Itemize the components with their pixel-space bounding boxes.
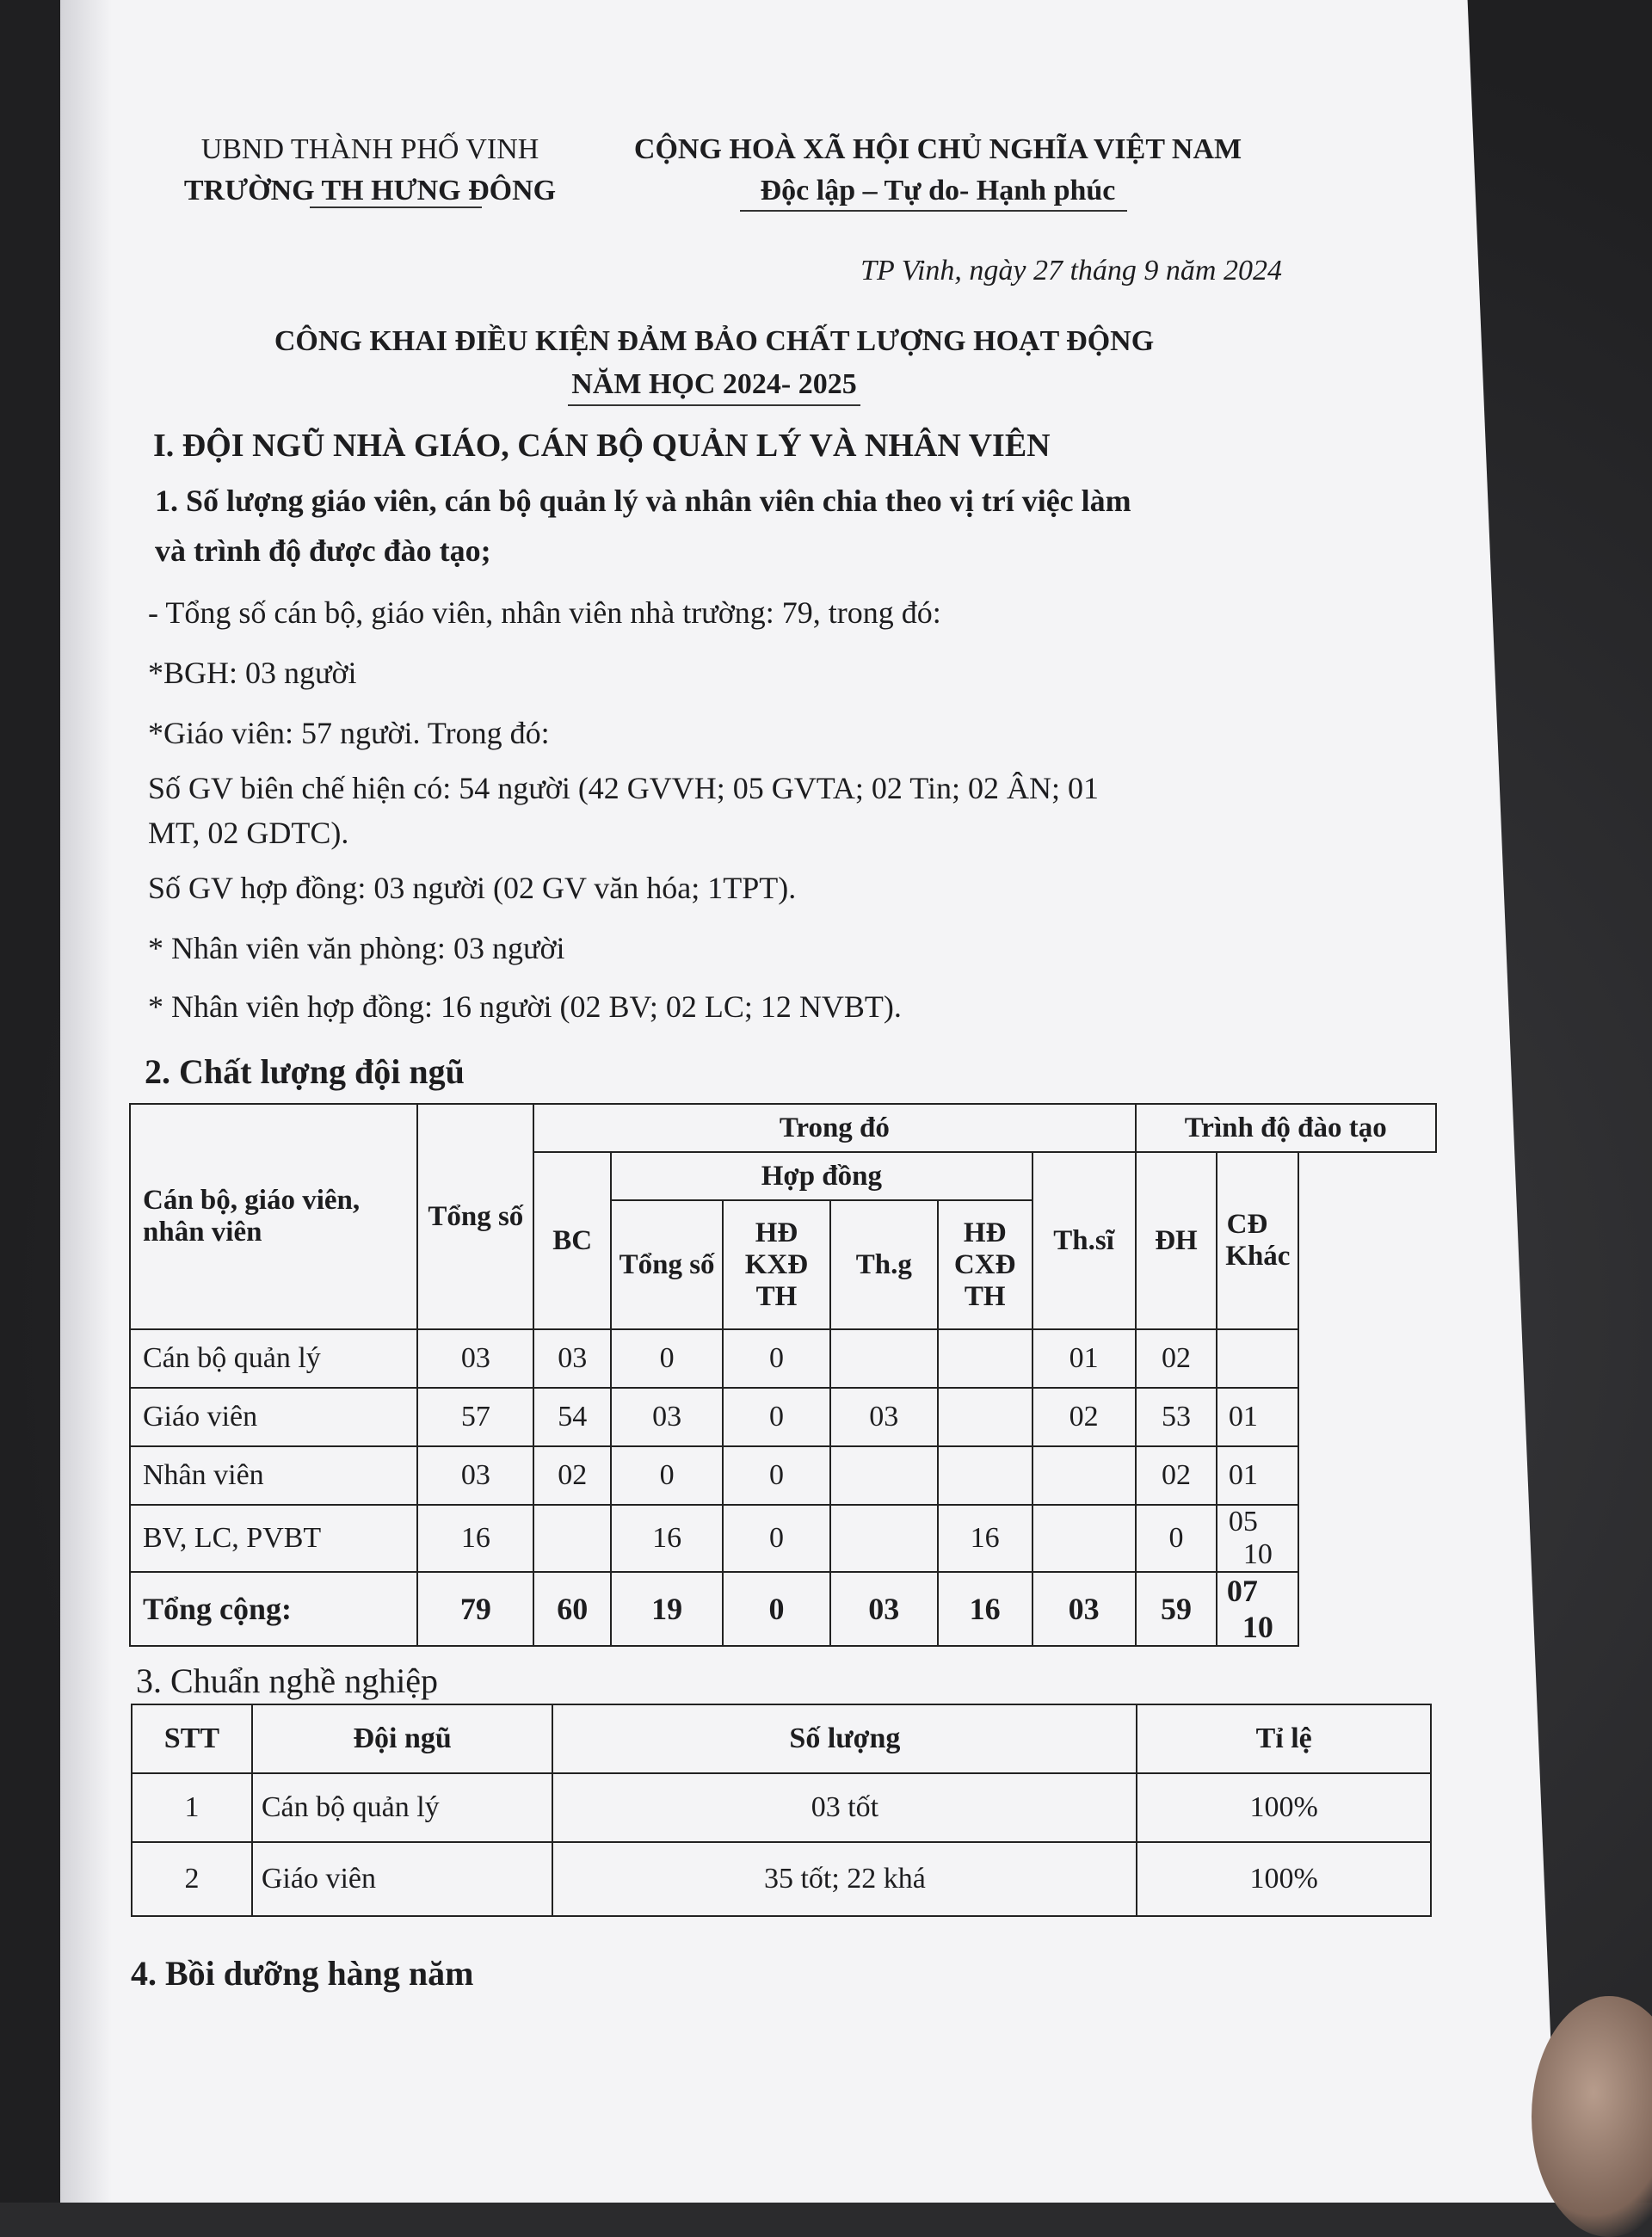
cell-hd-total: 0	[611, 1329, 723, 1388]
table-row	[132, 1773, 1431, 1842]
total-cell-hd-kxd: 0	[723, 1572, 830, 1646]
cell-dh: 02	[1136, 1446, 1217, 1505]
school-underline	[310, 206, 482, 208]
office-staff-line: * Nhân viên văn phòng: 03 người	[148, 931, 565, 965]
header-hd-kxd: HĐ KXĐ TH	[723, 1200, 830, 1329]
professional-standard-table	[131, 1704, 1432, 1917]
section-2-heading: 2. Chất lượng đội ngũ	[145, 1052, 465, 1091]
authority-name: UBND THÀNH PHỐ VINH	[200, 133, 539, 165]
cell-cd-khac	[1217, 1388, 1298, 1446]
cell-hd-kxd: 0	[723, 1505, 830, 1572]
header-total: Tổng số	[417, 1104, 533, 1329]
cell-total: 03	[417, 1329, 533, 1388]
cell-quantity: 35 tốt; 22 khá	[552, 1842, 1137, 1916]
document-title	[155, 320, 1273, 406]
cell-cd-khac	[1217, 1505, 1298, 1572]
cell-thg	[830, 1446, 938, 1505]
staff-total-line: - Tổng số cán bộ, giáo viên, nhân viên nhà trường: 79, trong đó:	[148, 595, 941, 630]
cell-cd: 01	[1228, 1459, 1258, 1491]
section-4-heading: 4. Bồi dưỡng hàng năm	[131, 1954, 474, 1993]
cell-khac: 10	[1242, 1538, 1273, 1570]
cell-team: Cán bộ quản lý	[252, 1773, 553, 1842]
header-stt: STT	[132, 1704, 252, 1773]
total-cell-cd: 07	[1226, 1574, 1258, 1608]
cell-ratio: 100%	[1137, 1773, 1431, 1842]
header-dh: ĐH	[1136, 1152, 1217, 1329]
total-cell-total: 79	[417, 1572, 533, 1646]
cell-hd-total: 0	[611, 1446, 723, 1505]
table-row	[130, 1446, 1436, 1505]
section-3-heading: 3. Chuẩn nghề nghiệp	[136, 1661, 439, 1700]
document-date: TP Vinh, ngày 27 tháng 9 năm 2024	[860, 255, 1282, 287]
teacher-line: *Giáo viên: 57 người. Trong đó:	[148, 716, 550, 750]
cell-hd-total: 03	[611, 1388, 723, 1446]
header-contract: Hợp đồng	[611, 1152, 1032, 1200]
total-row	[130, 1572, 1436, 1646]
cell-ths	[1032, 1446, 1136, 1505]
total-cell-hd-cxd: 16	[938, 1572, 1032, 1646]
cell-hd-kxd: 0	[723, 1388, 830, 1446]
cell-stt: 2	[132, 1842, 252, 1916]
cell-hd-kxd: 0	[723, 1329, 830, 1388]
total-cell-ths: 03	[1032, 1572, 1136, 1646]
cell-ratio: 100%	[1137, 1842, 1431, 1916]
nation-name: CỘNG HOÀ XÃ HỘI CHỦ NGHĨA VIỆT NAM	[633, 133, 1242, 165]
cell-quantity: 03 tốt	[552, 1773, 1137, 1842]
school-name: TRƯỜNG TH HƯNG ĐÔNG	[183, 175, 557, 206]
cell-dh: 0	[1136, 1505, 1217, 1572]
cell-hd-total: 16	[611, 1505, 723, 1572]
cell-hd-cxd	[938, 1446, 1032, 1505]
cell-cd-khac	[1217, 1446, 1298, 1505]
subsection-1-line-1: 1. Số lượng giáo viên, cán bộ quản lý và nhân viên chia theo vị trí việc làm	[155, 484, 1131, 518]
page-fold-shadow	[60, 0, 112, 2203]
total-cell-thg: 03	[830, 1572, 938, 1646]
cell-bc: 03	[533, 1329, 611, 1388]
cell-stt: 1	[132, 1773, 252, 1842]
cell-bc	[533, 1505, 611, 1572]
total-cell-dh: 59	[1136, 1572, 1217, 1646]
staff-quality-table	[129, 1103, 1437, 1647]
title-underline	[568, 404, 860, 406]
header-team: Đội ngũ	[252, 1704, 553, 1773]
header-quantity: Số lượng	[552, 1704, 1137, 1773]
header-ratio: Tỉ lệ	[1137, 1704, 1431, 1773]
cell-hd-kxd: 0	[723, 1446, 830, 1505]
permanent-teacher-line-1: Số GV biên chế hiện có: 54 người (42 GVVH; 05 GVTA; 02 Tin; 02 ÂN; 01	[148, 771, 1099, 805]
header-hd-cxd: HĐ CXĐ TH	[938, 1200, 1032, 1329]
total-cell-khac: 10	[1242, 1610, 1273, 1644]
cell-hd-cxd: 16	[938, 1505, 1032, 1572]
cell-ths: 01	[1032, 1329, 1136, 1388]
subsection-1-line-2: và trình độ được đào tạo;	[155, 533, 491, 568]
cell-total: 57	[417, 1388, 533, 1446]
total-label: Tổng cộng:	[130, 1572, 417, 1646]
cell-hd-cxd	[938, 1388, 1032, 1446]
header-staff: Cán bộ, giáo viên, nhân viên	[130, 1104, 417, 1329]
cell-ths: 02	[1032, 1388, 1136, 1446]
cell-team: Giáo viên	[252, 1842, 553, 1916]
cell-cd: 05	[1228, 1506, 1258, 1538]
motto-underline	[740, 210, 1127, 212]
row-label: BV, LC, PVBT	[130, 1505, 417, 1572]
header-cd-khac	[1217, 1152, 1298, 1329]
nation-motto: Độc lập – Tự do- Hạnh phúc	[760, 175, 1116, 206]
cell-total: 16	[417, 1505, 533, 1572]
cell-ths	[1032, 1505, 1136, 1572]
row-label: Nhân viên	[130, 1446, 417, 1505]
title-line-2: NĂM HỌC 2024- 2025	[571, 368, 857, 400]
contract-teacher-line: Số GV hợp đồng: 03 người (02 GV văn hóa; 1TPT).	[148, 871, 797, 905]
header-bc: BC	[533, 1152, 611, 1329]
cell-dh: 02	[1136, 1329, 1217, 1388]
cell-thg	[830, 1505, 938, 1572]
cell-dh: 53	[1136, 1388, 1217, 1446]
header-khac: Khác	[1225, 1241, 1291, 1272]
cell-cd-khac	[1217, 1329, 1298, 1388]
bgh-line: *BGH: 03 người	[148, 656, 357, 690]
header-among: Trong đó	[533, 1104, 1135, 1152]
cell-thg: 03	[830, 1388, 938, 1446]
total-cell-cd-khac	[1217, 1572, 1298, 1646]
header-cd: CĐ	[1226, 1209, 1268, 1240]
cell-bc: 54	[533, 1388, 611, 1446]
header-contract-total: Tổng số	[611, 1200, 723, 1329]
table-row	[130, 1329, 1436, 1388]
title-line-1: CÔNG KHAI ĐIỀU KIỆN ĐẢM BẢO CHẤT LƯỢNG HOẠT ĐỘNG	[274, 325, 1155, 357]
total-cell-bc: 60	[533, 1572, 611, 1646]
header-authority	[155, 129, 585, 212]
header-nation	[594, 129, 1282, 212]
total-cell-hd-total: 19	[611, 1572, 723, 1646]
cell-hd-cxd	[938, 1329, 1032, 1388]
permanent-teacher-line-2: MT, 02 GDTC).	[148, 816, 349, 850]
cell-bc: 02	[533, 1446, 611, 1505]
section-1-heading: I. ĐỘI NGŨ NHÀ GIÁO, CÁN BỘ QUẢN LÝ VÀ NHÂN VIÊN	[153, 428, 1051, 464]
cell-total: 03	[417, 1446, 533, 1505]
row-label: Giáo viên	[130, 1388, 417, 1446]
header-training: Trình độ đào tạo	[1136, 1104, 1437, 1152]
table-row	[132, 1842, 1431, 1916]
cell-thg	[830, 1329, 938, 1388]
header-thg: Th.g	[830, 1200, 938, 1329]
contract-staff-line: * Nhân viên hợp đồng: 16 người (02 BV; 02 LC; 12 NVBT).	[148, 989, 902, 1024]
row-label: Cán bộ quản lý	[130, 1329, 417, 1388]
header-ths: Th.sĩ	[1032, 1152, 1136, 1329]
table-row	[130, 1505, 1436, 1572]
cell-cd: 01	[1228, 1401, 1258, 1433]
table-row	[130, 1388, 1436, 1446]
